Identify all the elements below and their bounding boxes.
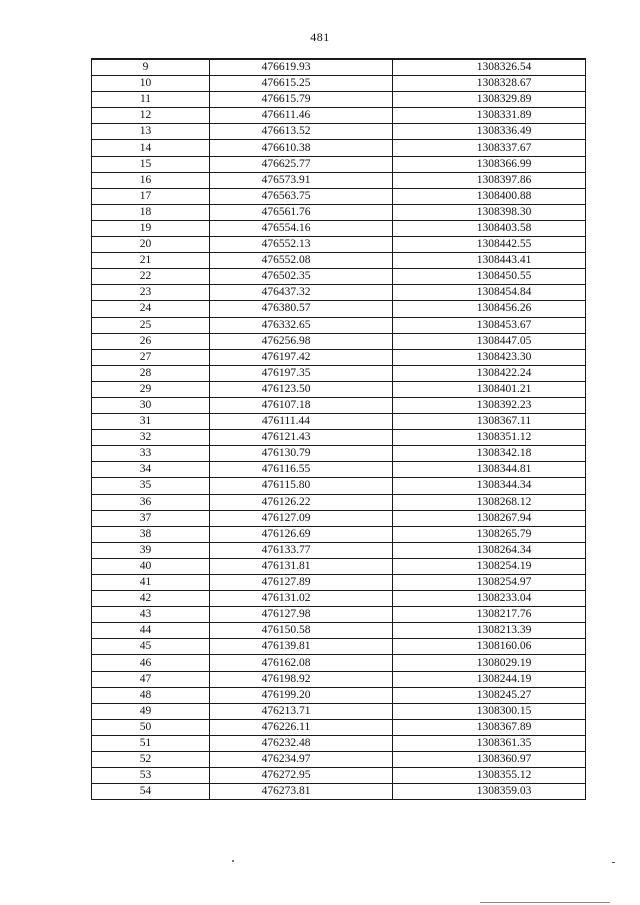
x-coordinate-cell: 476127.98 bbox=[210, 607, 393, 623]
y-coordinate-cell: 1308423.30 bbox=[393, 349, 586, 365]
point-number-cell: 46 bbox=[92, 655, 210, 671]
point-number-cell: 18 bbox=[92, 204, 210, 220]
x-coordinate-cell: 476552.13 bbox=[210, 237, 393, 253]
y-coordinate-cell: 1308366.99 bbox=[393, 156, 586, 172]
table-row bbox=[92, 671, 586, 687]
point-number-cell: 21 bbox=[92, 253, 210, 269]
table-row bbox=[92, 446, 586, 462]
x-coordinate-cell: 476115.80 bbox=[210, 478, 393, 494]
table-row bbox=[92, 655, 586, 671]
point-number-cell: 31 bbox=[92, 414, 210, 430]
table-row bbox=[92, 639, 586, 655]
x-coordinate-cell: 476573.91 bbox=[210, 172, 393, 188]
y-coordinate-cell: 1308300.15 bbox=[393, 703, 586, 719]
point-number-cell: 10 bbox=[92, 76, 210, 92]
y-coordinate-cell: 1308403.58 bbox=[393, 220, 586, 236]
table-row bbox=[92, 59, 586, 76]
table-row bbox=[92, 430, 586, 446]
y-coordinate-cell: 1308453.67 bbox=[393, 317, 586, 333]
x-coordinate-cell: 476554.16 bbox=[210, 220, 393, 236]
x-coordinate-cell: 476615.79 bbox=[210, 92, 393, 108]
table-row bbox=[92, 333, 586, 349]
x-coordinate-cell: 476437.32 bbox=[210, 285, 393, 301]
y-coordinate-cell: 1308392.23 bbox=[393, 397, 586, 413]
table-row bbox=[92, 462, 586, 478]
point-number-cell: 44 bbox=[92, 623, 210, 639]
x-coordinate-cell: 476197.35 bbox=[210, 365, 393, 381]
point-number-cell: 53 bbox=[92, 768, 210, 784]
point-number-cell: 47 bbox=[92, 671, 210, 687]
x-coordinate-cell: 476131.81 bbox=[210, 558, 393, 574]
table-row bbox=[92, 558, 586, 574]
point-number-cell: 14 bbox=[92, 140, 210, 156]
x-coordinate-cell: 476116.55 bbox=[210, 462, 393, 478]
point-number-cell: 34 bbox=[92, 462, 210, 478]
y-coordinate-cell: 1308267.94 bbox=[393, 510, 586, 526]
x-coordinate-cell: 476126.69 bbox=[210, 526, 393, 542]
x-coordinate-cell: 476613.52 bbox=[210, 124, 393, 140]
x-coordinate-cell: 476552.08 bbox=[210, 253, 393, 269]
x-coordinate-cell: 476226.11 bbox=[210, 719, 393, 735]
table-row bbox=[92, 172, 586, 188]
point-number-cell: 35 bbox=[92, 478, 210, 494]
table-row bbox=[92, 591, 586, 607]
table-row bbox=[92, 768, 586, 784]
point-number-cell: 38 bbox=[92, 526, 210, 542]
y-coordinate-cell: 1308217.76 bbox=[393, 607, 586, 623]
y-coordinate-cell: 1308367.89 bbox=[393, 719, 586, 735]
table-row bbox=[92, 365, 586, 381]
point-number-cell: 17 bbox=[92, 188, 210, 204]
point-number-cell: 30 bbox=[92, 397, 210, 413]
y-coordinate-cell: 1308326.54 bbox=[393, 59, 586, 76]
x-coordinate-cell: 476615.25 bbox=[210, 76, 393, 92]
point-number-cell: 36 bbox=[92, 494, 210, 510]
x-coordinate-cell: 476197.42 bbox=[210, 349, 393, 365]
point-number-cell: 20 bbox=[92, 237, 210, 253]
x-coordinate-cell: 476272.95 bbox=[210, 768, 393, 784]
point-number-cell: 23 bbox=[92, 285, 210, 301]
x-coordinate-cell: 476123.50 bbox=[210, 381, 393, 397]
y-coordinate-cell: 1308244.19 bbox=[393, 671, 586, 687]
table-row bbox=[92, 784, 586, 800]
table-row bbox=[92, 253, 586, 269]
x-coordinate-cell: 476107.18 bbox=[210, 397, 393, 413]
x-coordinate-cell: 476213.71 bbox=[210, 703, 393, 719]
point-number-cell: 43 bbox=[92, 607, 210, 623]
point-number-cell: 48 bbox=[92, 687, 210, 703]
point-number-cell: 26 bbox=[92, 333, 210, 349]
x-coordinate-cell: 476256.98 bbox=[210, 333, 393, 349]
x-coordinate-cell: 476199.20 bbox=[210, 687, 393, 703]
x-coordinate-cell: 476273.81 bbox=[210, 784, 393, 800]
y-coordinate-cell: 1308328.67 bbox=[393, 76, 586, 92]
table-row bbox=[92, 188, 586, 204]
table-row bbox=[92, 494, 586, 510]
point-number-cell: 39 bbox=[92, 542, 210, 558]
y-coordinate-cell: 1308360.97 bbox=[393, 752, 586, 768]
table-row bbox=[92, 108, 586, 124]
scan-speck bbox=[232, 860, 234, 862]
point-number-cell: 12 bbox=[92, 108, 210, 124]
point-number-cell: 22 bbox=[92, 269, 210, 285]
x-coordinate-cell: 476610.38 bbox=[210, 140, 393, 156]
point-number-cell: 49 bbox=[92, 703, 210, 719]
y-coordinate-cell: 1308254.19 bbox=[393, 558, 586, 574]
y-coordinate-cell: 1308254.97 bbox=[393, 575, 586, 591]
y-coordinate-cell: 1308264.34 bbox=[393, 542, 586, 558]
y-coordinate-cell: 1308329.89 bbox=[393, 92, 586, 108]
x-coordinate-cell: 476619.93 bbox=[210, 59, 393, 76]
y-coordinate-cell: 1308268.12 bbox=[393, 494, 586, 510]
table-row bbox=[92, 317, 586, 333]
table-row bbox=[92, 381, 586, 397]
point-number-cell: 11 bbox=[92, 92, 210, 108]
table-row bbox=[92, 76, 586, 92]
y-coordinate-cell: 1308454.84 bbox=[393, 285, 586, 301]
y-coordinate-cell: 1308361.35 bbox=[393, 735, 586, 751]
y-coordinate-cell: 1308398.30 bbox=[393, 204, 586, 220]
x-coordinate-cell: 476502.35 bbox=[210, 269, 393, 285]
x-coordinate-cell: 476625.77 bbox=[210, 156, 393, 172]
table-row bbox=[92, 703, 586, 719]
point-number-cell: 15 bbox=[92, 156, 210, 172]
y-coordinate-cell: 1308447.05 bbox=[393, 333, 586, 349]
table-row bbox=[92, 269, 586, 285]
y-coordinate-cell: 1308342.18 bbox=[393, 446, 586, 462]
table-row bbox=[92, 719, 586, 735]
x-coordinate-cell: 476380.57 bbox=[210, 301, 393, 317]
y-coordinate-cell: 1308422.24 bbox=[393, 365, 586, 381]
y-coordinate-cell: 1308265.79 bbox=[393, 526, 586, 542]
x-coordinate-cell: 476232.48 bbox=[210, 735, 393, 751]
x-coordinate-cell: 476563.75 bbox=[210, 188, 393, 204]
table-row bbox=[92, 687, 586, 703]
x-coordinate-cell: 476162.08 bbox=[210, 655, 393, 671]
table-row bbox=[92, 237, 586, 253]
point-number-cell: 16 bbox=[92, 172, 210, 188]
coordinates-table bbox=[91, 58, 586, 800]
y-coordinate-cell: 1308443.41 bbox=[393, 253, 586, 269]
table-row bbox=[92, 349, 586, 365]
x-coordinate-cell: 476150.58 bbox=[210, 623, 393, 639]
table-row bbox=[92, 301, 586, 317]
x-coordinate-cell: 476127.89 bbox=[210, 575, 393, 591]
point-number-cell: 50 bbox=[92, 719, 210, 735]
y-coordinate-cell: 1308442.55 bbox=[393, 237, 586, 253]
x-coordinate-cell: 476121.43 bbox=[210, 430, 393, 446]
table-row bbox=[92, 752, 586, 768]
y-coordinate-cell: 1308359.03 bbox=[393, 784, 586, 800]
point-number-cell: 9 bbox=[92, 59, 210, 76]
scan-speck bbox=[612, 862, 615, 863]
y-coordinate-cell: 1308456.26 bbox=[393, 301, 586, 317]
point-number-cell: 25 bbox=[92, 317, 210, 333]
point-number-cell: 42 bbox=[92, 591, 210, 607]
page-number: 481 bbox=[310, 30, 330, 44]
point-number-cell: 29 bbox=[92, 381, 210, 397]
table-row bbox=[92, 542, 586, 558]
point-number-cell: 33 bbox=[92, 446, 210, 462]
point-number-cell: 24 bbox=[92, 301, 210, 317]
table-row bbox=[92, 478, 586, 494]
y-coordinate-cell: 1308355.12 bbox=[393, 768, 586, 784]
y-coordinate-cell: 1308160.06 bbox=[393, 639, 586, 655]
table-row bbox=[92, 414, 586, 430]
y-coordinate-cell: 1308351.12 bbox=[393, 430, 586, 446]
point-number-cell: 52 bbox=[92, 752, 210, 768]
coordinates-table-body bbox=[92, 59, 586, 800]
scan-edge-mark bbox=[480, 902, 610, 903]
y-coordinate-cell: 1308344.81 bbox=[393, 462, 586, 478]
point-number-cell: 45 bbox=[92, 639, 210, 655]
point-number-cell: 40 bbox=[92, 558, 210, 574]
table-row bbox=[92, 156, 586, 172]
y-coordinate-cell: 1308336.49 bbox=[393, 124, 586, 140]
y-coordinate-cell: 1308245.27 bbox=[393, 687, 586, 703]
point-number-cell: 27 bbox=[92, 349, 210, 365]
table-row bbox=[92, 607, 586, 623]
table-row bbox=[92, 526, 586, 542]
x-coordinate-cell: 476234.97 bbox=[210, 752, 393, 768]
x-coordinate-cell: 476111.44 bbox=[210, 414, 393, 430]
point-number-cell: 54 bbox=[92, 784, 210, 800]
table-row bbox=[92, 140, 586, 156]
table-row bbox=[92, 510, 586, 526]
table-row bbox=[92, 285, 586, 301]
x-coordinate-cell: 476130.79 bbox=[210, 446, 393, 462]
point-number-cell: 51 bbox=[92, 735, 210, 751]
table-row bbox=[92, 623, 586, 639]
point-number-cell: 13 bbox=[92, 124, 210, 140]
x-coordinate-cell: 476133.77 bbox=[210, 542, 393, 558]
table-row bbox=[92, 397, 586, 413]
y-coordinate-cell: 1308397.86 bbox=[393, 172, 586, 188]
table-row bbox=[92, 204, 586, 220]
y-coordinate-cell: 1308450.55 bbox=[393, 269, 586, 285]
y-coordinate-cell: 1308344.34 bbox=[393, 478, 586, 494]
table-row bbox=[92, 220, 586, 236]
x-coordinate-cell: 476127.09 bbox=[210, 510, 393, 526]
y-coordinate-cell: 1308233.04 bbox=[393, 591, 586, 607]
x-coordinate-cell: 476561.76 bbox=[210, 204, 393, 220]
table-row bbox=[92, 575, 586, 591]
point-number-cell: 41 bbox=[92, 575, 210, 591]
x-coordinate-cell: 476139.81 bbox=[210, 639, 393, 655]
point-number-cell: 32 bbox=[92, 430, 210, 446]
y-coordinate-cell: 1308367.11 bbox=[393, 414, 586, 430]
point-number-cell: 19 bbox=[92, 220, 210, 236]
y-coordinate-cell: 1308400.88 bbox=[393, 188, 586, 204]
y-coordinate-cell: 1308331.89 bbox=[393, 108, 586, 124]
y-coordinate-cell: 1308029.19 bbox=[393, 655, 586, 671]
table-row bbox=[92, 92, 586, 108]
y-coordinate-cell: 1308337.67 bbox=[393, 140, 586, 156]
point-number-cell: 37 bbox=[92, 510, 210, 526]
x-coordinate-cell: 476332.65 bbox=[210, 317, 393, 333]
y-coordinate-cell: 1308401.21 bbox=[393, 381, 586, 397]
x-coordinate-cell: 476611.46 bbox=[210, 108, 393, 124]
point-number-cell: 28 bbox=[92, 365, 210, 381]
x-coordinate-cell: 476198.92 bbox=[210, 671, 393, 687]
x-coordinate-cell: 476131.02 bbox=[210, 591, 393, 607]
table-row bbox=[92, 735, 586, 751]
y-coordinate-cell: 1308213.39 bbox=[393, 623, 586, 639]
table-row bbox=[92, 124, 586, 140]
x-coordinate-cell: 476126.22 bbox=[210, 494, 393, 510]
